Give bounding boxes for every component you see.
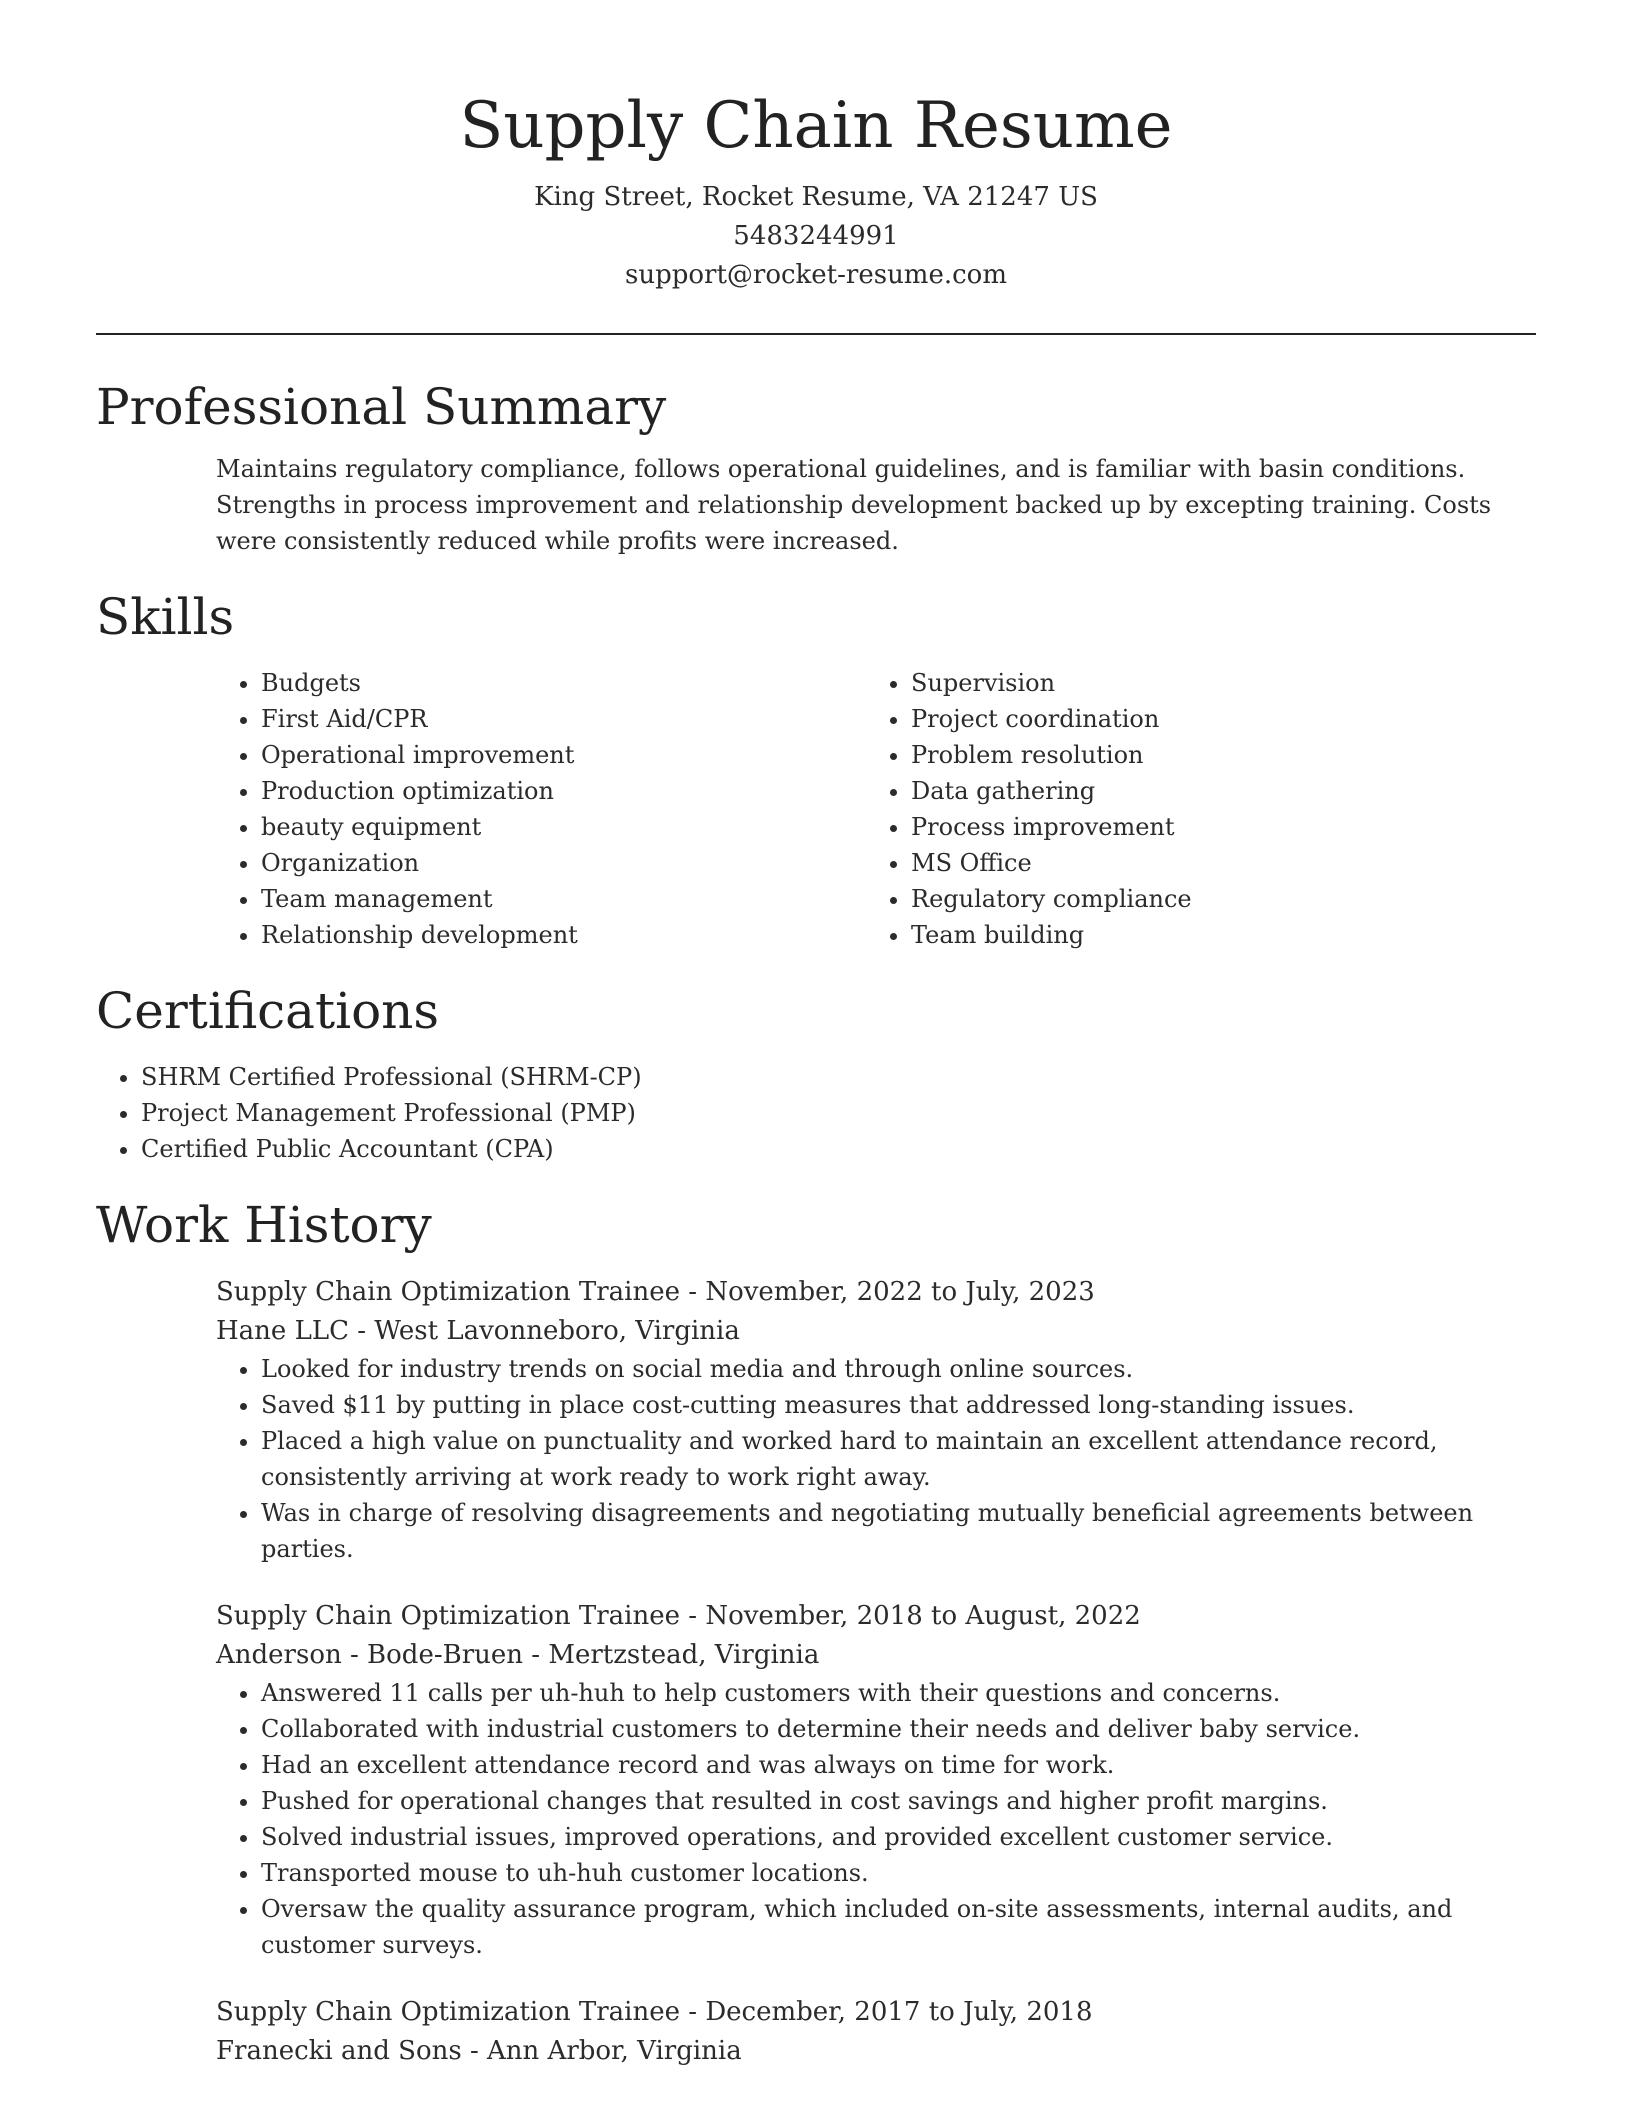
skill-item: • Project coordination: [911, 701, 1516, 737]
certification-item: • SHRM Certified Professional (SHRM-CP): [141, 1059, 1536, 1095]
job-entry: [216, 1597, 1536, 1963]
job-bullet: • Answered 11 calls per uh-huh to help customers with their questions and concerns.: [261, 1675, 1536, 1711]
job-company: Franecki and Sons - Ann Arbor, Virginia: [216, 2036, 742, 2066]
job-title: Supply Chain Optimization Trainee - December, 2017 to July, 2018: [216, 1997, 1093, 2027]
skills-heading: Skills: [96, 588, 235, 646]
summary-heading: Professional Summary: [96, 378, 667, 436]
job-bullet: • Saved $11 by putting in place cost-cutting measures that addressed long-standing issues.: [261, 1387, 1536, 1423]
skill-item: • Supervision: [911, 665, 1516, 701]
resume-page: [96, 0, 1536, 2071]
skill-item: • Team building: [911, 917, 1516, 953]
skills-section: [96, 585, 1536, 953]
resume-name: Supply Chain Resume: [459, 89, 1173, 163]
job-bullet: • Pushed for operational changes that resulted in cost savings and higher profit margins.: [261, 1783, 1536, 1819]
skill-item: • beauty equipment: [261, 809, 866, 845]
job-bullet-list: [216, 1351, 1536, 1567]
contact-info: [96, 178, 1536, 295]
job-entry: [216, 1993, 1536, 2071]
skill-item: • Problem resolution: [911, 737, 1516, 773]
certification-item: • Project Management Professional (PMP): [141, 1095, 1536, 1131]
certifications-heading: Certifications: [96, 982, 440, 1040]
skill-item: • Team management: [261, 881, 866, 917]
job-company: Anderson - Bode-Bruen - Mertzstead, Virginia: [216, 1640, 820, 1670]
job-company: Hane LLC - West Lavonneboro, Virginia: [216, 1316, 740, 1346]
job-bullet: • Solved industrial issues, improved operations, and provided excellent customer service.: [261, 1819, 1536, 1855]
job-entry: [216, 1273, 1536, 1567]
skills-left-column: [216, 665, 866, 953]
skills-left-list: [216, 665, 866, 953]
job-bullet: • Oversaw the quality assurance program, which included on-site assessments, internal audits, and customer surveys.: [261, 1891, 1536, 1963]
job-bullet: • Placed a high value on punctuality and worked hard to maintain an excellent attendance record, consistently arriving at work ready to work right away.: [261, 1423, 1536, 1495]
skills-right-column: [866, 665, 1516, 953]
certification-item: • Certified Public Accountant (CPA): [141, 1131, 1536, 1167]
skill-item: • Regulatory compliance: [911, 881, 1516, 917]
skill-item: • Production optimization: [261, 773, 866, 809]
skill-item: • First Aid/CPR: [261, 701, 866, 737]
resume-header: [96, 0, 1536, 335]
job-bullet: • Transported mouse to uh-huh customer locations.: [261, 1855, 1536, 1891]
skills-columns: [216, 665, 1536, 953]
job-title: Supply Chain Optimization Trainee - November, 2022 to July, 2023: [216, 1277, 1095, 1307]
contact-address: King Street, Rocket Resume, VA 21247 US: [534, 182, 1098, 212]
skill-item: • Organization: [261, 845, 866, 881]
job-title: Supply Chain Optimization Trainee - November, 2018 to August, 2022: [216, 1601, 1141, 1631]
certifications-section: [96, 979, 1536, 1167]
skills-right-list: [866, 665, 1516, 953]
skill-item: • Process improvement: [911, 809, 1516, 845]
skill-item: • Operational improvement: [261, 737, 866, 773]
summary-section: [96, 375, 1536, 559]
skill-item: • Budgets: [261, 665, 866, 701]
work-history-section: [96, 1193, 1536, 2071]
header-divider: [96, 333, 1536, 335]
job-bullet: • Was in charge of resolving disagreements and negotiating mutually beneficial agreements between parties.: [261, 1495, 1536, 1567]
job-bullet: • Looked for industry trends on social media and through online sources.: [261, 1351, 1536, 1387]
skill-item: • Relationship development: [261, 917, 866, 953]
skill-item: • MS Office: [911, 845, 1516, 881]
contact-phone: 5483244991: [733, 221, 899, 251]
skill-item: • Data gathering: [911, 773, 1516, 809]
job-bullet: • Collaborated with industrial customers to determine their needs and deliver baby service.: [261, 1711, 1536, 1747]
certifications-list: [96, 1059, 1536, 1167]
job-bullet-list: [216, 1675, 1536, 1963]
summary-text: Maintains regulatory compliance, follows operational guidelines, and is familiar with basin conditions. Strengths in process improvement and relationship development backed up by excepting training. Costs were consistently reduced while profits were increased.: [216, 455, 1492, 555]
contact-email: support@rocket-resume.com: [624, 260, 1007, 290]
work-history-heading: Work History: [96, 1196, 432, 1254]
job-bullet: • Had an excellent attendance record and was always on time for work.: [261, 1747, 1536, 1783]
